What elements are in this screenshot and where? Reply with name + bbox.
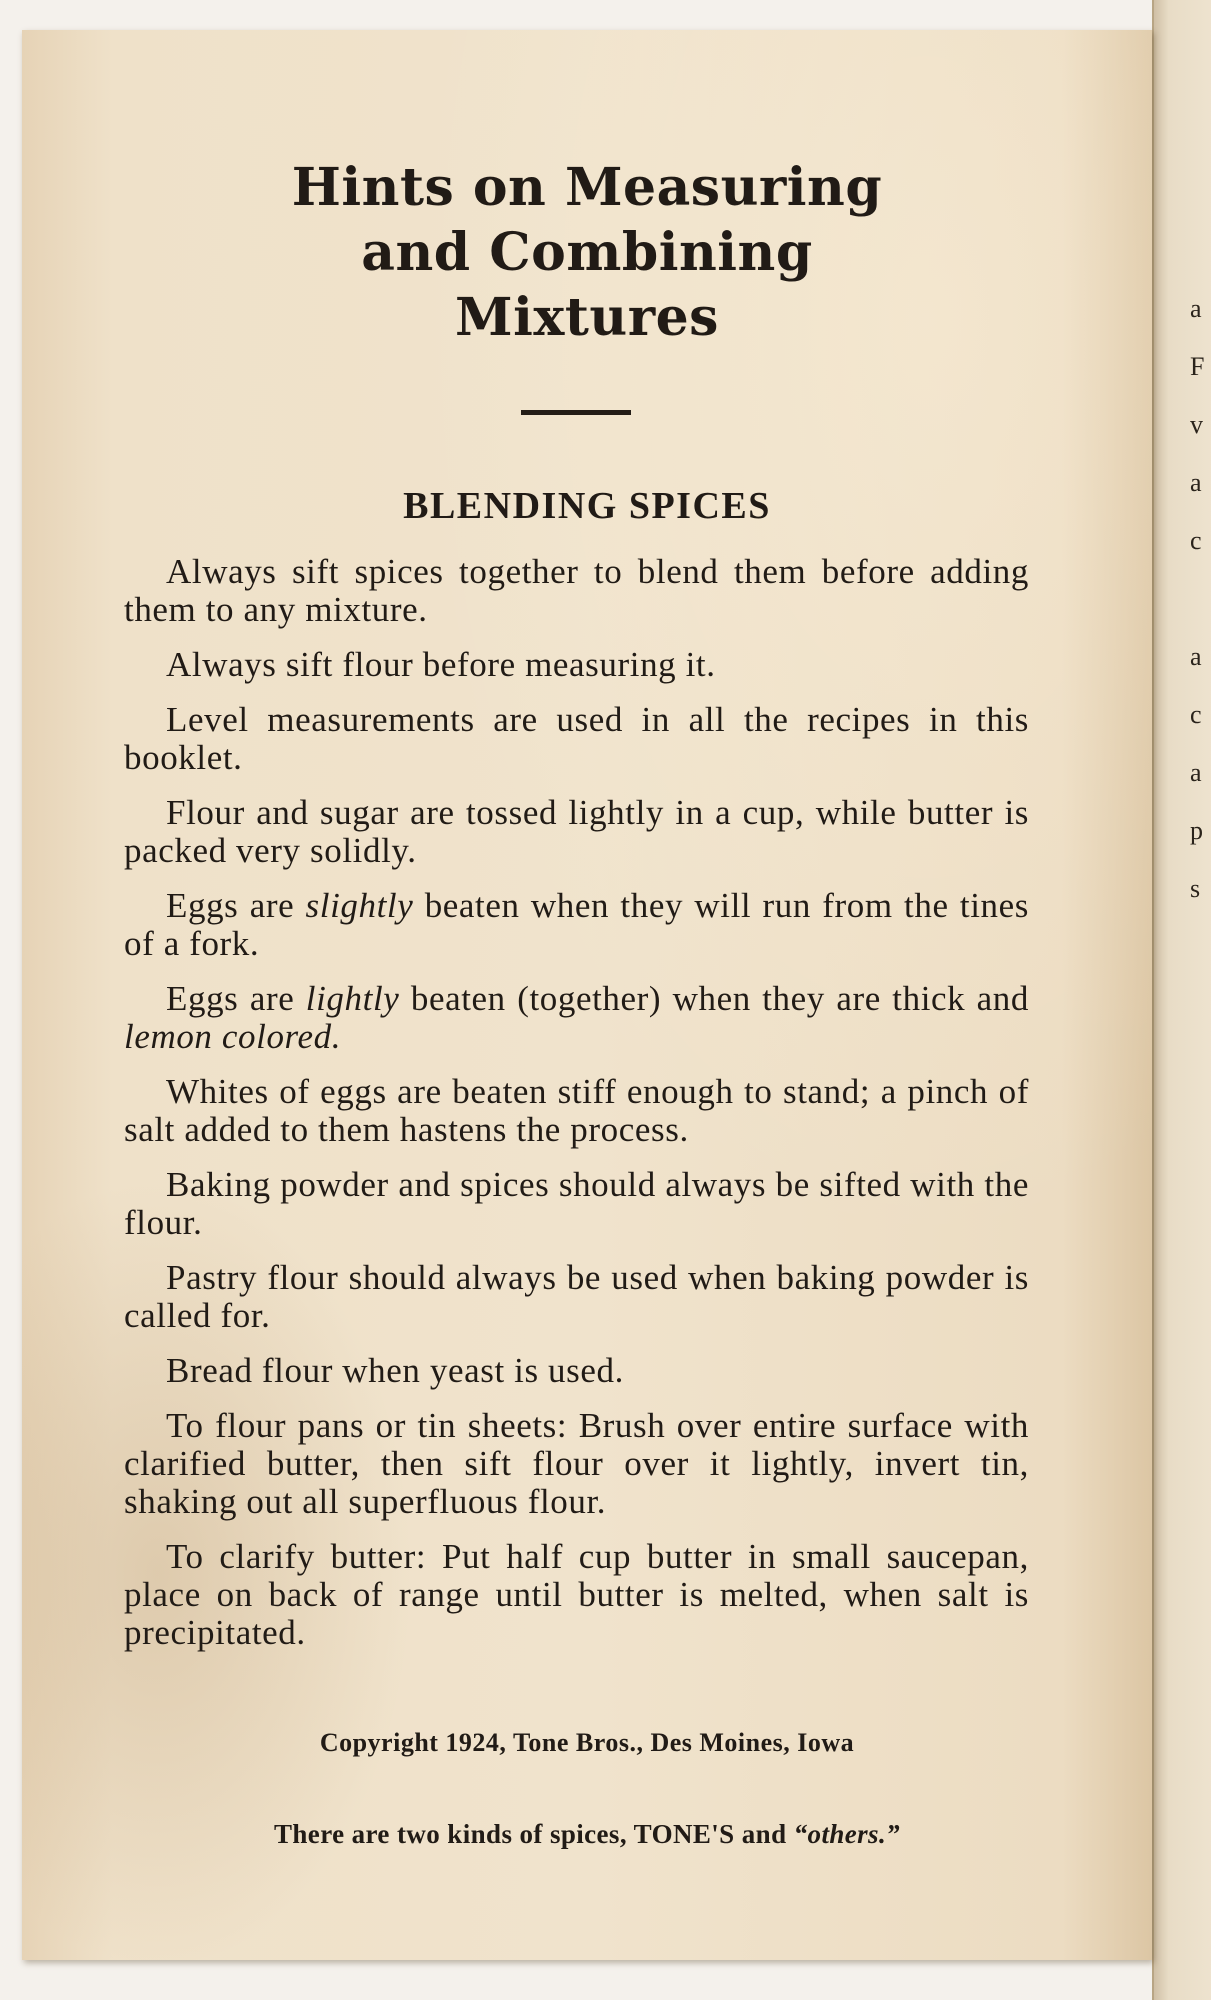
paragraph-text: Bread flour when yeast is used. [166,1351,624,1390]
hint-paragraph [124,553,1029,629]
paragraph-text: Whites of eggs are beaten stiff enough to stand; a pinch of salt added to them hastens the process. [124,1072,1029,1149]
emphasis-text: lightly [305,979,400,1018]
title-line-3: Mixtures [455,287,719,348]
hint-paragraph [124,1538,1029,1652]
paragraph-text: beaten (together) when they are thick and [399,979,1030,1018]
hint-paragraph [124,1166,1029,1242]
hint-paragraph [124,1259,1029,1335]
adjacent-page-letter: a [1190,758,1202,787]
hint-paragraph [124,1407,1029,1521]
title-divider [521,410,631,415]
paragraph-text: Eggs are [166,979,306,1018]
paragraph-text: Level measurements are used in all the recipes in this booklet. [124,700,1029,777]
paragraph-text: Baking powder and spices should always be sifted with the flour. [124,1165,1029,1242]
adjacent-page-letter: c [1190,700,1202,729]
hint-paragraph [124,887,1029,963]
slogan-emphasis: “others.” [793,1819,901,1849]
hint-paragraph [124,1073,1029,1149]
adjacent-page-letter [1190,570,1210,628]
paragraph-text: Flour and sugar are tossed lightly in a cup, while butter is packed very solidly. [124,793,1029,870]
paragraph-text: To flour pans or tin sheets: Brush over entire surface with clarified butter, then sift flour over it lightly, invert tin, shaking out all superfluous flour. [124,1406,1029,1521]
paragraph-text: beaten when they will run from the tines of a fork. [124,886,1030,963]
adjacent-page-letter: a [1190,642,1202,671]
hint-paragraph [124,1352,1029,1390]
page-title [22,155,1152,350]
hint-paragraph [124,794,1029,870]
adjacent-page-letter: p [1190,816,1203,845]
adjacent-page-letter: F [1190,352,1205,381]
title-line-1: Hints on Measuring [291,157,883,218]
hint-paragraph [124,646,1029,684]
section-heading: BLENDING SPICES [403,485,771,527]
adjacent-page-letter: a [1190,468,1202,497]
copyright-line: Copyright 1924, Tone Bros., Des Moines, Iowa [319,1728,855,1757]
hint-paragraph [124,701,1029,777]
slogan-text: There are two kinds of spices, TONE'S and [273,1819,794,1849]
slogan-line [22,1819,1152,1850]
paragraph-text: To clarify butter: Put half cup butter in small saucepan, place on back of range until butter is melted, when salt is precipitated. [124,1537,1029,1652]
adjacent-page-letter: s [1190,874,1201,903]
emphasis-text: lemon colored. [124,1017,342,1056]
title-line-2: and Combining [361,222,813,283]
adjacent-page-letter: v [1190,410,1203,439]
adjacent-page-letter: c [1190,526,1202,555]
hints-body [124,553,1029,1669]
adjacent-page-letter: a [1190,294,1202,323]
adjacent-page-text [1190,280,1210,918]
paragraph-text: Always sift spices together to blend them before adding them to any mixture. [124,552,1029,629]
emphasis-text: slightly [305,886,414,925]
paragraph-text: Pastry flour should always be used when baking powder is called for. [124,1258,1029,1335]
hint-paragraph [124,980,1029,1056]
paragraph-text: Eggs are [166,886,306,925]
paragraph-text: Always sift flour before measuring it. [166,645,716,684]
